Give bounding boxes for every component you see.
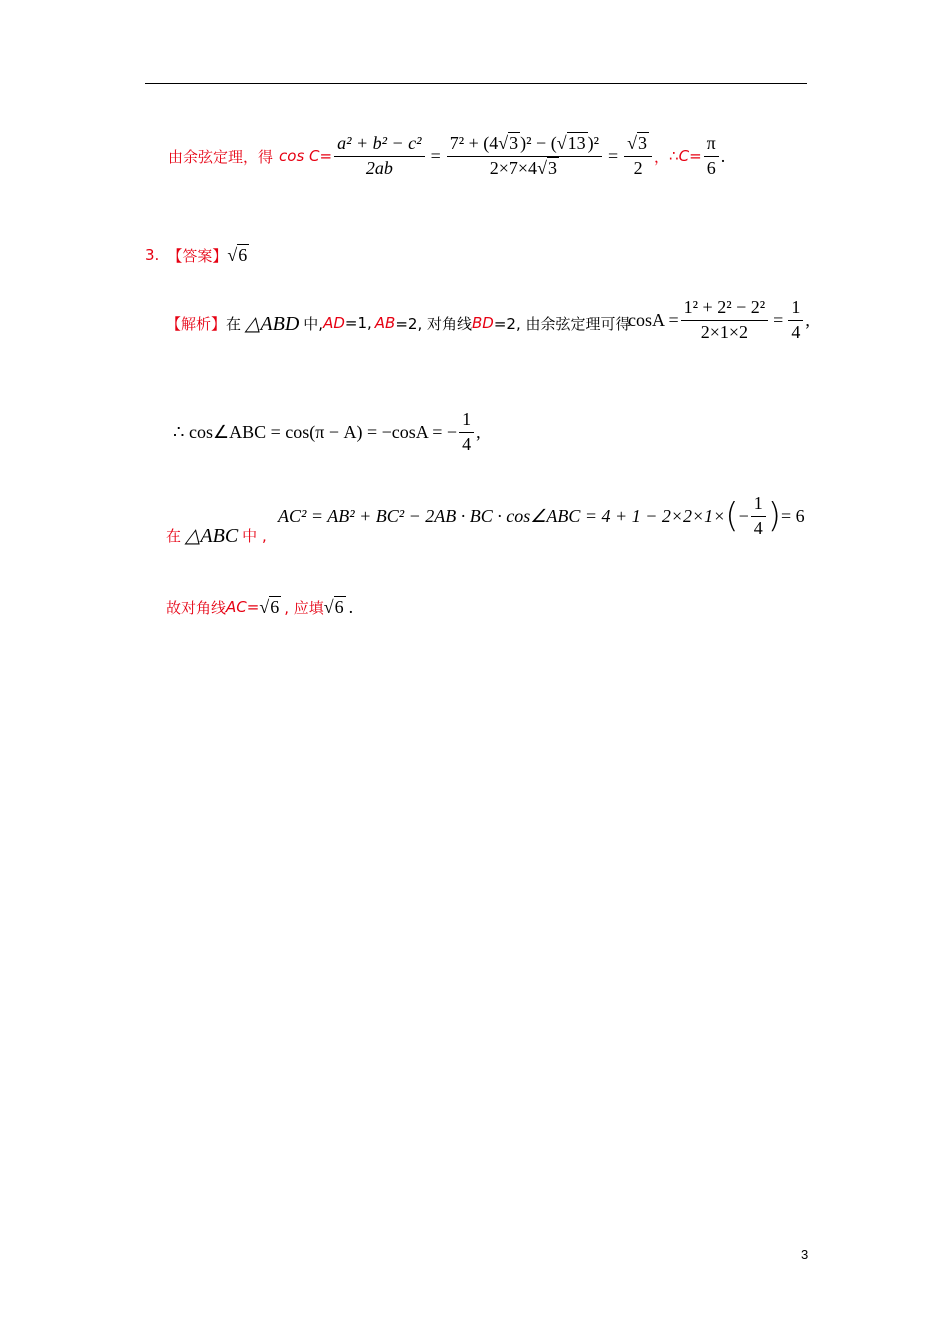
minus-sign: −	[738, 505, 749, 526]
answer-value: √6	[227, 244, 248, 265]
period: .	[720, 145, 726, 166]
page-number: 3	[801, 1247, 809, 1262]
fraction-numerator: 1	[751, 494, 766, 517]
fraction-numerator: 1	[788, 298, 803, 321]
root-six: √6	[259, 596, 280, 617]
analysis-text: =1,	[344, 314, 372, 332]
fraction-one-quarter	[788, 298, 803, 343]
header-rule	[145, 83, 807, 84]
left-paren: (	[725, 496, 739, 536]
cosine-law-line	[168, 128, 725, 184]
comma: ,	[805, 309, 810, 330]
root-six: √6	[323, 596, 344, 617]
separator: ，	[654, 147, 670, 166]
equals-sign: =	[607, 145, 619, 166]
fraction-one-quarter	[459, 410, 474, 455]
analysis-text: =2, 对角线	[395, 314, 472, 333]
analysis-text: 在	[226, 314, 242, 333]
analysis-text: 中 ,	[242, 526, 267, 545]
result: = 6	[780, 505, 805, 526]
fraction-denominator: 4	[462, 433, 472, 454]
ac-squared-expression: AC² = AB² + BC² − 2AB · BC · cos∠ABC = 4 + 1 − 2×2×1×	[278, 505, 726, 526]
cos-a-formula	[628, 292, 810, 348]
analysis-text: =2, 由余弦定理可得	[493, 314, 631, 333]
answer-line	[145, 240, 249, 270]
fraction-one-quarter	[751, 494, 766, 539]
cos-a-label: cosA =	[628, 309, 679, 330]
answer-label: 【答案】	[167, 246, 228, 265]
equals-sign: =	[773, 309, 784, 330]
right-paren: )	[767, 496, 781, 536]
fraction-pi-over-6	[704, 134, 719, 179]
fraction-numerator: 1² + 2² − 2²	[681, 298, 769, 321]
analysis-label: 【解析】	[166, 314, 227, 333]
ac-squared-line	[278, 488, 805, 544]
fraction-denominator: 2×7×4√3	[489, 157, 557, 178]
analysis-text: 在	[166, 526, 182, 545]
cosine-law-prefix: 由余弦定理，得	[168, 147, 274, 166]
analysis-text: 故对角线	[166, 598, 227, 617]
fraction-numerator: a² + b² − c²	[334, 134, 424, 157]
conclusion-line	[166, 592, 353, 622]
analysis-text: , 应填	[284, 598, 324, 617]
segment-ac: AC	[226, 598, 247, 616]
fraction-denominator: 4	[791, 321, 801, 342]
question-number: 3.	[145, 246, 160, 264]
fraction-cos-a	[681, 298, 769, 343]
comma: ,	[476, 421, 481, 442]
equals-sign: =	[430, 145, 441, 166]
equals-sign: =	[246, 598, 260, 616]
period: .	[348, 596, 354, 617]
fraction-numerator: π	[704, 134, 719, 157]
fraction-denominator: 2×1×2	[700, 321, 749, 342]
analysis-line	[166, 295, 631, 351]
triangle-abd: △ABD	[245, 312, 300, 335]
fraction-a2b2c2	[334, 134, 424, 179]
fraction-numeric	[447, 134, 602, 179]
therefore-c: ∴C=	[669, 147, 702, 165]
fraction-root3-over-2	[624, 134, 652, 179]
triangle-abc-prefix	[166, 520, 267, 550]
fraction-denominator: 6	[706, 157, 716, 178]
cos-c-label: cos C=	[279, 147, 333, 165]
analysis-text: 中,	[303, 314, 324, 333]
segment-ab: AB	[374, 314, 396, 332]
cos-abc-line	[173, 404, 481, 460]
fraction-denominator: 4	[753, 517, 763, 538]
segment-ad: AD	[323, 314, 345, 332]
fraction-numerator: 1	[459, 410, 474, 433]
segment-bd: BD	[472, 314, 494, 332]
fraction-numerator: 7² + (4√3 )² − (√13 )²	[447, 134, 602, 157]
cos-abc-expression: ∴ cos∠ABC = cos(π − A) = −cosA = −	[173, 421, 458, 442]
triangle-abc: △ABC	[185, 524, 239, 547]
fraction-denominator: 2ab	[365, 157, 393, 178]
fraction-numerator: √3	[624, 134, 652, 157]
fraction-denominator: 2	[633, 157, 643, 178]
